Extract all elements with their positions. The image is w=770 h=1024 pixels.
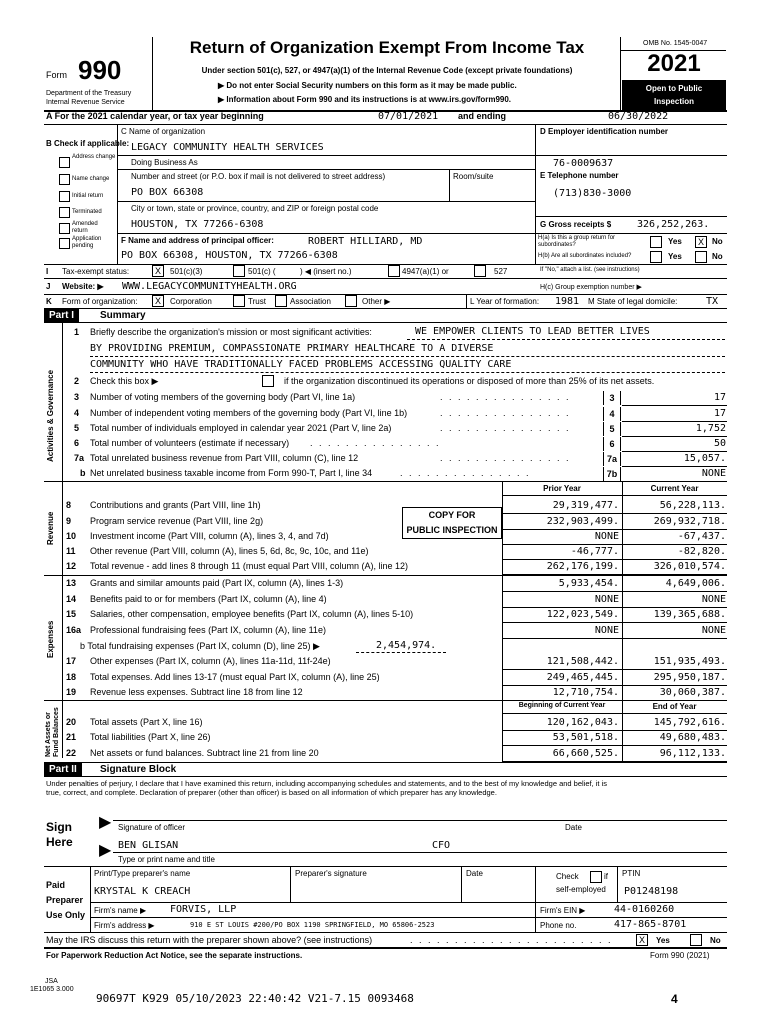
underline xyxy=(502,745,727,746)
underline xyxy=(622,466,727,467)
expense-line-label: Salaries, other compensation, employee benefits (Part IX, column (A), lines 5-10) xyxy=(90,609,414,619)
gov-line-box: 7a xyxy=(603,452,621,466)
expense-line-label: Professional fundraising fees (Part IX, column (A), line 11e) xyxy=(90,625,326,635)
gov-line-value: 50 xyxy=(713,438,726,449)
side-label-revenue: Revenue xyxy=(46,511,55,545)
g-gross-label: G Gross receipts $ xyxy=(540,220,612,229)
perjury-statement-1: Under penalties of perjury, I declare that I have examined this return, including accompanying schedules and statements, and to the best of my knowledge and belief, it is xyxy=(46,779,608,788)
underline xyxy=(502,544,727,545)
officer-name: BEN GLISAN xyxy=(118,840,179,851)
revenue-line-current: 326,010,574. xyxy=(653,561,726,572)
underline xyxy=(502,591,727,592)
revenue-line-num: 9 xyxy=(66,516,72,526)
expense-line-current: 151,935,493. xyxy=(653,656,726,667)
under-section: Under section 501(c), 527, or 4947(a)(1) of the Internal Revenue Code (except private foundations) xyxy=(201,66,573,75)
line-i-letter: I xyxy=(46,267,49,276)
form-word: Form xyxy=(46,70,67,80)
expense-line-current: 4,649,006. xyxy=(665,578,726,589)
prior-year-header: Prior Year xyxy=(543,484,581,493)
mission-line-3: COMMUNITY WHO HAVE TRADITIONALLY FACED PROBLEMS ACCESSING QUALITY CARE xyxy=(90,359,512,370)
gov-line-num: b xyxy=(80,468,86,478)
trust-checkbox[interactable] xyxy=(233,295,245,307)
expense-line-prior: 121,508,442. xyxy=(546,656,619,667)
initial-return-label: Initial return xyxy=(72,193,104,199)
discuss-dots: . . . . . . . . . . . . . . . . . . . . . . . xyxy=(410,935,613,945)
hb-yes-label: Yes xyxy=(668,252,682,261)
dba-label: Doing Business As xyxy=(131,158,198,167)
line-a-label: A For the 2021 calendar year, or tax year beginning xyxy=(46,111,264,121)
amended-return-label: Amended return xyxy=(72,221,98,234)
arrow-right-icon: ▶ xyxy=(218,81,225,90)
underline xyxy=(502,730,727,731)
expense-line-current: NONE xyxy=(701,594,726,605)
principal-officer: ROBERT HILLIARD, MD xyxy=(308,236,423,247)
gov-line-label: Total number of individuals employed in calendar year 2021 (Part V, line 2a) xyxy=(90,423,392,433)
hb-yes-checkbox[interactable] xyxy=(650,251,662,263)
net-asset-line-label: Net assets or fund balances. Subtract line 21 from line 20 xyxy=(90,748,319,758)
preparer-name: KRYSTAL K CREACH xyxy=(94,886,191,897)
sig-officer-label: Signature of officer xyxy=(118,823,186,832)
gov-line-value: 17 xyxy=(713,408,726,419)
underline xyxy=(622,421,727,422)
end-year-header: End of Year xyxy=(652,702,697,711)
mission-line-2: BY PROVIDING PREMIUM, COMPASSIONATE PRIMARY HEALTHCARE TO A DIVERSE xyxy=(90,343,494,354)
prep-date-label: Date xyxy=(466,869,483,878)
city-label: City or town, state or province, country, and ZIP or foreign postal code xyxy=(131,204,379,213)
corporation-checkbox[interactable]: X xyxy=(152,295,164,307)
revenue-line-label: Investment income (Part VIII, column (A), lines 3, 4, and 7d) xyxy=(90,531,329,541)
gov-line-box: 4 xyxy=(603,407,621,421)
open-to-public-badge: Open to Public Inspection xyxy=(622,80,726,110)
mission-line-1: WE EMPOWER CLIENTS TO LEAD BETTER LIVES xyxy=(415,326,650,337)
firm-ein: 44-0160260 xyxy=(614,904,675,915)
form-number: 990 xyxy=(78,55,122,85)
part2-title: Signature Block xyxy=(100,764,177,775)
ha-yes-checkbox[interactable] xyxy=(650,236,662,248)
501c3-label: 501(c)(3) xyxy=(170,267,203,276)
net-asset-line-current: 145,792,616. xyxy=(653,717,726,728)
other-checkbox[interactable] xyxy=(345,295,357,307)
revenue-line-prior: NONE xyxy=(594,531,619,542)
gov-line-label: Number of independent voting members of the governing body (Part VI, line 1b) xyxy=(90,408,408,418)
expense-line-num: 15 xyxy=(66,609,77,619)
firm-address-label: Firm's address ▶ xyxy=(94,921,155,930)
terminated-checkbox[interactable] xyxy=(59,207,70,218)
org-name: LEGACY COMMUNITY HEALTH SERVICES xyxy=(131,142,324,153)
firm-name-label: Firm's name ▶ xyxy=(94,906,147,915)
gov-line-label: Net unrelated business taxable income from Form 990-T, Part I, line 34 xyxy=(90,468,373,478)
line16b-label: b Total fundraising expenses (Part IX, column (D), line 25) ▶ xyxy=(80,641,320,651)
hb-no-checkbox[interactable] xyxy=(695,251,707,263)
leader-dots: . . . . . . . . . . . . . . . xyxy=(440,392,571,402)
ha-no-checkbox[interactable]: X xyxy=(695,236,707,248)
gov-line-num: 7a xyxy=(74,453,85,463)
ptin: P01248198 xyxy=(624,886,679,897)
revenue-line-num: 11 xyxy=(66,546,76,556)
expense-line-num: 13 xyxy=(66,578,77,588)
line-j-letter: J xyxy=(46,282,51,291)
net-asset-line-num: 22 xyxy=(66,748,77,758)
sig-date-label: Date xyxy=(565,823,582,832)
firm-ein-label: Firm's EIN ▶ xyxy=(540,906,586,915)
principal-officer-address: PO BOX 66308, HOUSTON, TX 77266-6308 xyxy=(121,250,338,261)
net-asset-line-num: 21 xyxy=(66,732,77,742)
expense-line-prior: NONE xyxy=(594,625,619,636)
part1-title: Summary xyxy=(100,310,146,321)
net-asset-line-label: Total liabilities (Part X, line 26) xyxy=(90,732,211,742)
net-asset-line-prior: 120,162,043. xyxy=(546,717,619,728)
side-label-expenses: Expenses xyxy=(46,620,55,658)
revenue-line-current: 269,932,718. xyxy=(653,516,726,527)
527-label: 527 xyxy=(494,267,508,276)
line2-label: Check this box ▶ xyxy=(90,376,159,386)
leader-dots: . . . . . . . . . . . . . . . xyxy=(400,468,531,478)
net-asset-line-current: 49,680,483. xyxy=(659,732,726,743)
expense-line-num: 16a xyxy=(66,625,82,635)
self-employed-label: self-employed xyxy=(556,885,606,894)
revenue-line-current: -67,437. xyxy=(677,531,726,542)
d-ein-label: D Employer identification number xyxy=(540,127,669,136)
omb-number: OMB No. 1545-0047 xyxy=(643,40,708,47)
527-checkbox[interactable] xyxy=(474,265,486,277)
underline xyxy=(502,513,727,514)
gov-line-num: 5 xyxy=(74,423,80,433)
revenue-line-label: Total revenue - add lines 8 through 11 (must equal Part VIII, column (A), line 12) xyxy=(90,561,408,571)
discontinued-checkbox[interactable] xyxy=(262,375,274,387)
name-change-checkbox[interactable] xyxy=(59,174,70,185)
perjury-statement-2: true, correct, and complete. Declaration of preparer (other than officer) is based on all information of which preparer has any knowledge. xyxy=(46,788,497,797)
ha-yes-label: Yes xyxy=(668,237,682,246)
room-suite-label: Room/suite xyxy=(453,172,494,181)
revenue-line-current: -82,820. xyxy=(677,546,726,557)
line1-label: Briefly describe the organization's mission or most significant activities: xyxy=(90,327,372,337)
expense-line-prior: 12,710,754. xyxy=(552,687,619,698)
gov-line-box: 7b xyxy=(603,467,621,481)
net-asset-line-prior: 66,660,525. xyxy=(552,748,619,759)
expense-line-current: 139,365,688. xyxy=(653,609,726,620)
501c-label: 501(c) ( xyxy=(248,267,276,276)
gov-line-num: 3 xyxy=(74,392,80,402)
expense-line-prior: 5,933,454. xyxy=(558,578,619,589)
phone-label: Phone no. xyxy=(540,921,577,930)
expense-line-num: 17 xyxy=(66,656,77,666)
ptin-label: PTIN xyxy=(622,869,641,878)
expense-line-label: Total expenses. Add lines 13-17 (must equal Part IX, column (A), line 25) xyxy=(90,672,380,682)
501c-insert-label: ) ◀ (insert no.) xyxy=(300,267,352,276)
b-check-label: B Check if applicable: xyxy=(46,139,130,148)
gov-line-box: 3 xyxy=(603,391,621,405)
net-asset-line-label: Total assets (Part X, line 16) xyxy=(90,717,203,727)
discuss-no-label: No xyxy=(710,936,721,945)
expense-line-prior: NONE xyxy=(594,594,619,605)
gov-line-box: 6 xyxy=(603,437,621,451)
tax-year-begin: 07/01/2021 xyxy=(378,111,439,122)
initial-return-checkbox[interactable] xyxy=(59,191,70,202)
check-label: Check xyxy=(556,872,579,881)
underline xyxy=(502,607,727,608)
line2-num: 2 xyxy=(74,376,80,386)
tax-exempt-label: Tax-exempt status: xyxy=(62,267,130,276)
association-label: Association xyxy=(290,297,331,306)
leader-dots: . . . . . . . . . . . . . . . xyxy=(310,438,441,448)
jsa-label: JSA xyxy=(45,978,58,985)
form-title: Return of Organization Exempt From Income Tax xyxy=(189,38,585,57)
street-label: Number and street (or P.O. box if mail is not delivered to street address) xyxy=(131,172,386,181)
officer-title: CFO xyxy=(432,840,451,851)
hc-label: H(c) Group exemption number ▶ xyxy=(540,284,642,291)
l-formation-label: L Year of formation: xyxy=(470,297,540,306)
underline xyxy=(622,436,727,437)
if-label: if xyxy=(604,872,608,881)
jsa-code: 1E1065 3.000 xyxy=(30,986,74,993)
net-asset-line-current: 96,112,133. xyxy=(659,748,726,759)
underline xyxy=(622,405,727,406)
gov-line-box: 5 xyxy=(603,422,621,436)
current-year-header: Current Year xyxy=(650,484,699,493)
form-footer: Form 990 (2021) xyxy=(650,951,710,960)
underline xyxy=(502,638,727,639)
ha-label: H(a) Is this a group return for subordinates? xyxy=(538,235,616,248)
info-note: ▶ Information about Form 990 and its instructions is at www.irs.gov/form990. xyxy=(218,95,512,104)
expense-line-label: Other expenses (Part IX, column (A), lines 11a-11d, 11f-24e) xyxy=(90,656,331,666)
amended-return-checkbox[interactable] xyxy=(59,223,70,234)
application-pending-label: Application pending xyxy=(72,236,102,249)
gov-line-value: 15,057. xyxy=(683,453,726,464)
4947-label: 4947(a)(1) or xyxy=(402,267,449,276)
underline xyxy=(502,559,727,560)
ha-no-label: No xyxy=(712,237,723,246)
org-city: HOUSTON, TX 77266-6308 xyxy=(131,219,264,230)
application-pending-checkbox[interactable] xyxy=(59,238,70,249)
revenue-line-prior: 232,903,499. xyxy=(546,516,619,527)
address-change-checkbox[interactable] xyxy=(59,157,70,168)
c-name-label: C Name of organization xyxy=(121,127,206,136)
self-employed-checkbox[interactable] xyxy=(590,871,602,883)
501c3-checkbox[interactable]: X xyxy=(152,265,164,277)
preparer-label: Preparer xyxy=(46,895,84,905)
revenue-line-label: Program service revenue (Part VIII, line 2g) xyxy=(90,516,264,526)
corporation-label: Corporation xyxy=(170,297,212,306)
net-asset-line-num: 20 xyxy=(66,717,77,727)
expense-line-num: 19 xyxy=(66,687,77,697)
gov-line-label: Total unrelated business revenue from Part VIII, column (C), line 12 xyxy=(90,453,359,463)
expense-line-current: 295,950,187. xyxy=(653,672,726,683)
arrow-right-icon: ▶ xyxy=(636,284,642,291)
sign-arrow-icon: ▶ xyxy=(99,814,112,831)
arrow-right-icon: ▶ xyxy=(218,95,225,104)
gov-line-value: NONE xyxy=(701,468,726,479)
hb-no-label: No xyxy=(712,252,723,261)
expense-line-label: Grants and similar amounts paid (Part IX, column (A), lines 1-3) xyxy=(90,578,344,588)
beginning-year-header: Beginning of Current Year xyxy=(518,702,606,709)
revenue-line-prior: 29,319,477. xyxy=(552,500,619,511)
leader-dots: . . . . . . . . . . . . . . . xyxy=(440,408,571,418)
association-checkbox[interactable] xyxy=(275,295,287,307)
underline xyxy=(502,685,727,686)
expense-line-current: 30,060,387. xyxy=(659,687,726,698)
prep-sig-label: Preparer's signature xyxy=(295,869,367,878)
4947-checkbox[interactable] xyxy=(388,265,400,277)
m-domicile-label: M State of legal domicile: xyxy=(588,297,678,306)
dept-treasury: Department of the Treasury xyxy=(46,90,132,97)
gov-line-value: 17 xyxy=(713,392,726,403)
tax-year: 2021 xyxy=(647,50,701,77)
firm-address: 910 E ST LOUIS #200/PO BOX 1190 SPRINGFIELD, MO 65806-2523 xyxy=(190,921,435,929)
part1-tag: Part I xyxy=(44,309,79,322)
underline xyxy=(502,529,727,530)
expense-line-label: Revenue less expenses. Subtract line 18 from line 12 xyxy=(90,687,303,697)
hb-note: If "No," attach a list. (see instructions) xyxy=(540,267,640,273)
use-only-label: Use Only xyxy=(46,910,86,920)
expense-line-num: 14 xyxy=(66,594,77,604)
here-label: Here xyxy=(46,835,73,849)
gross-receipts: 326,252,263. xyxy=(637,219,710,230)
discuss-no-checkbox[interactable] xyxy=(690,934,702,946)
preparer-phone: 417-865-8701 xyxy=(614,919,687,930)
name-change-label: Name change xyxy=(72,176,110,182)
type-name-label: Type or print name and title xyxy=(118,855,215,864)
and-ending: and ending xyxy=(458,111,506,121)
terminated-label: Terminated xyxy=(72,209,102,215)
expense-line-num: 18 xyxy=(66,672,77,682)
prep-name-label: Print/Type preparer's name xyxy=(94,869,191,878)
revenue-line-current: 56,228,113. xyxy=(659,500,726,511)
discuss-yes-label: Yes xyxy=(656,936,670,945)
line2-desc: if the organization discontinued its operations or disposed of more than 25% of its net assets. xyxy=(284,376,655,386)
gov-line-value: 1,752 xyxy=(695,423,726,434)
form-of-org-label: Form of organization: xyxy=(62,297,138,306)
revenue-line-prior: -46,777. xyxy=(570,546,619,557)
underline xyxy=(622,451,727,452)
expense-line-current: NONE xyxy=(701,625,726,636)
paperwork-notice: For Paperwork Reduction Act Notice, see the separate instructions. xyxy=(46,951,303,960)
trust-label: Trust xyxy=(248,297,266,306)
revenue-line-prior: 262,176,199. xyxy=(546,561,619,572)
discuss-yes-checkbox[interactable]: X xyxy=(636,934,648,946)
gov-line-num: 4 xyxy=(74,408,80,418)
sign-label: Sign xyxy=(46,820,72,834)
f-officer-label: F Name and address of principal officer: xyxy=(121,236,274,245)
revenue-line-num: 10 xyxy=(66,531,77,541)
e-phone-label: E Telephone number xyxy=(540,171,619,180)
org-phone: (713)830-3000 xyxy=(553,188,632,199)
hb-label: H(b) Are all subordinates included? xyxy=(538,253,632,259)
website-url[interactable]: WWW.LEGACYCOMMUNITYHEALTH.ORG xyxy=(122,281,297,292)
expense-line-label: Benefits paid to or for members (Part IX, column (A), line 4) xyxy=(90,594,327,604)
sign-arrow-icon-2: ▶ xyxy=(99,842,112,859)
other-label: Other ▶ xyxy=(362,297,391,306)
line-k-letter: K xyxy=(46,297,52,306)
irs: Internal Revenue Service xyxy=(46,99,125,106)
fundraising-total: 2,454,974. xyxy=(376,640,437,651)
discuss-label: May the IRS discuss this return with the preparer shown above? (see instructions) xyxy=(46,935,373,945)
firm-name: FORVIS, LLP xyxy=(170,904,237,915)
page-number: 4 xyxy=(671,992,678,1006)
org-street: PO BOX 66308 xyxy=(131,187,204,198)
gov-line-label: Number of voting members of the governing body (Part VI, line 1a) xyxy=(90,392,356,402)
expense-line-prior: 122,023,549. xyxy=(546,609,619,620)
state-domicile: TX xyxy=(706,296,719,307)
website-label: Website: ▶ xyxy=(62,282,104,291)
side-label-net-assets: Net Assets or Fund Balances xyxy=(45,707,60,757)
tax-year-end: 06/30/2022 xyxy=(608,111,669,122)
part2-tag: Part II xyxy=(44,763,82,776)
gov-line-label: Total number of volunteers (estimate if necessary) xyxy=(90,438,290,448)
leader-dots: . . . . . . . . . . . . . . . xyxy=(440,423,571,433)
copy-for-inspection-stamp: COPY FOR PUBLIC INSPECTION xyxy=(402,507,502,539)
side-label-governance: Activities & Governance xyxy=(46,369,55,462)
line1-num: 1 xyxy=(74,327,80,337)
expense-line-prior: 249,465,445. xyxy=(546,672,619,683)
revenue-line-num: 12 xyxy=(66,561,77,571)
print-stamp: 90697T K929 05/10/2023 22:40:42 V21-7.15 0093468 xyxy=(96,992,414,1005)
501c-checkbox[interactable] xyxy=(233,265,245,277)
revenue-line-label: Other revenue (Part VIII, column (A), lines 5, 6d, 8c, 9c, 10c, and 11e) xyxy=(90,546,369,556)
net-asset-line-prior: 53,501,518. xyxy=(552,732,619,743)
underline xyxy=(502,669,727,670)
revenue-line-label: Contributions and grants (Part VIII, line 1h) xyxy=(90,500,261,510)
address-change-label: Address change xyxy=(72,154,116,160)
paid-label: Paid xyxy=(46,880,66,890)
underline xyxy=(502,622,727,623)
gov-line-num: 6 xyxy=(74,438,80,448)
leader-dots: . . . . . . . . . . . . . . . xyxy=(440,453,571,463)
ein: 76-0009637 xyxy=(553,158,614,169)
no-ssn-note: ▶ Do not enter Social Security numbers on this form as it may be made public. xyxy=(218,81,517,90)
year-formed: 1981 xyxy=(555,296,580,307)
revenue-line-num: 8 xyxy=(66,500,72,510)
